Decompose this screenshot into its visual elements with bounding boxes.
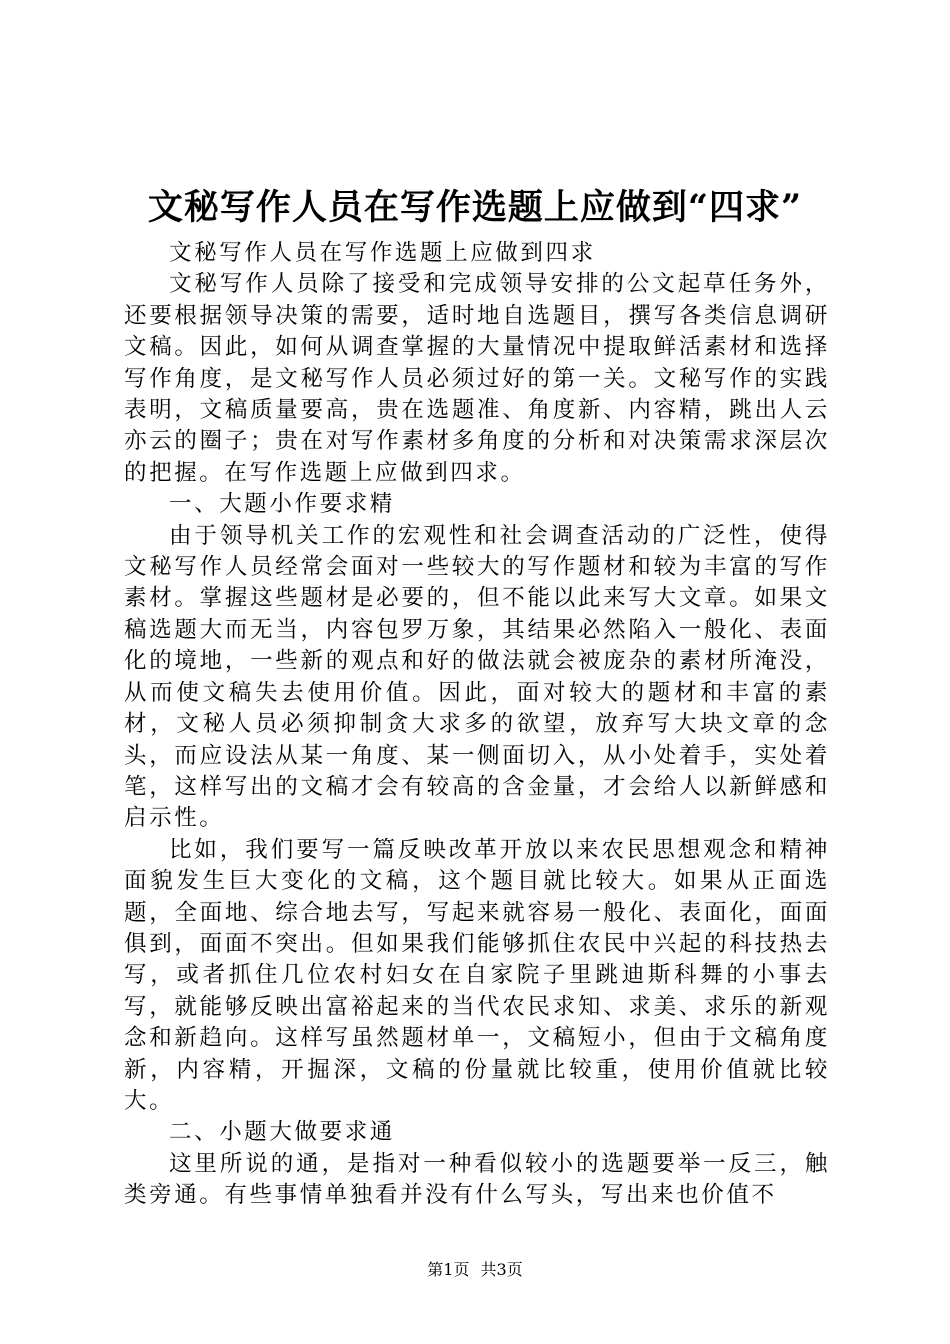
section-1-paragraph: 由于领导机关工作的宏观性和社会调查活动的广泛性，使得文秘写作人员经常会面对一些较大的写作题材和较为丰富的写作素材。掌握这些题材是必要的，但不能以此来写大文章。如果文稿选题大而无当，内容包罗万象，其结果必然陷入一般化、表面化的境地，一些新的观点和好的做法就会被庞杂的素材所淹没，从而使文稿失去使用价值。因此，面对较大的题材和丰富的素材，文秘人员必须抑制贪大求多的欲望，放弃写大块文章的念头，而应设法从某一角度、某一侧面切入，从小处着手，实处着笔，这样写出的文稿才会有较高的含金量，才会给人以新鲜感和启示性。 <box>124 522 830 832</box>
example-paragraph: 比如，我们要写一篇反映改革开放以来农民思想观念和精神面貌发生巨大变化的文稿，这个题目就比较大。如果从正面选题，全面地、综合地去写，写起来就容易一般化、表面化，面面俱到，面面不突出。但如果我们能够抓住农民中兴起的科技热去写，或者抓住几位农村妇女在自家院子里跳迪斯科舞的小事去写，就能够反映出富裕起来的当代农民求知、求美、求乐的新观念和新趋向。这样写虽然题材单一，文稿短小，但由于文稿角度新，内容精，开掘深，文稿的份量就比较重，使用价值就比较大。 <box>124 836 830 1114</box>
subtitle-paragraph: 文秘写作人员在写作选题上应做到四求 <box>169 240 596 266</box>
page-footer <box>0 1258 950 1282</box>
section-2-paragraph: 这里所说的通，是指对一种看似较小的选题要举一反三，触类旁通。有些事情单独看并没有什么写头，写出来也价值不 <box>124 1150 830 1209</box>
page-total: 共3页 <box>480 1260 523 1279</box>
section-heading-2: 二、小题大做要求通 <box>169 1119 395 1146</box>
section-heading-1: 一、大题小作要求精 <box>169 491 395 518</box>
intro-paragraph: 文秘写作人员除了接受和完成领导安排的公文起草任务外，还要根据领导决策的需要，适时地自选题目，撰写各类信息调研文稿。因此，如何从调查掌握的大量情况中提取鲜活素材和选择写作角度，是文秘写作人员必须过好的第一关。文秘写作的实践表明，文稿质量要高，贵在选题准、角度新、内容精，跳出人云亦云的圈子；贵在对写作素材多角度的分析和对决策需求深层次的把握。在写作选题上应做到四求。 <box>124 271 830 486</box>
document-body <box>124 238 830 1212</box>
page-number: 第1页 <box>427 1260 470 1279</box>
document-title: 文秘写作人员在写作选题上应做到“四求” <box>147 187 803 228</box>
